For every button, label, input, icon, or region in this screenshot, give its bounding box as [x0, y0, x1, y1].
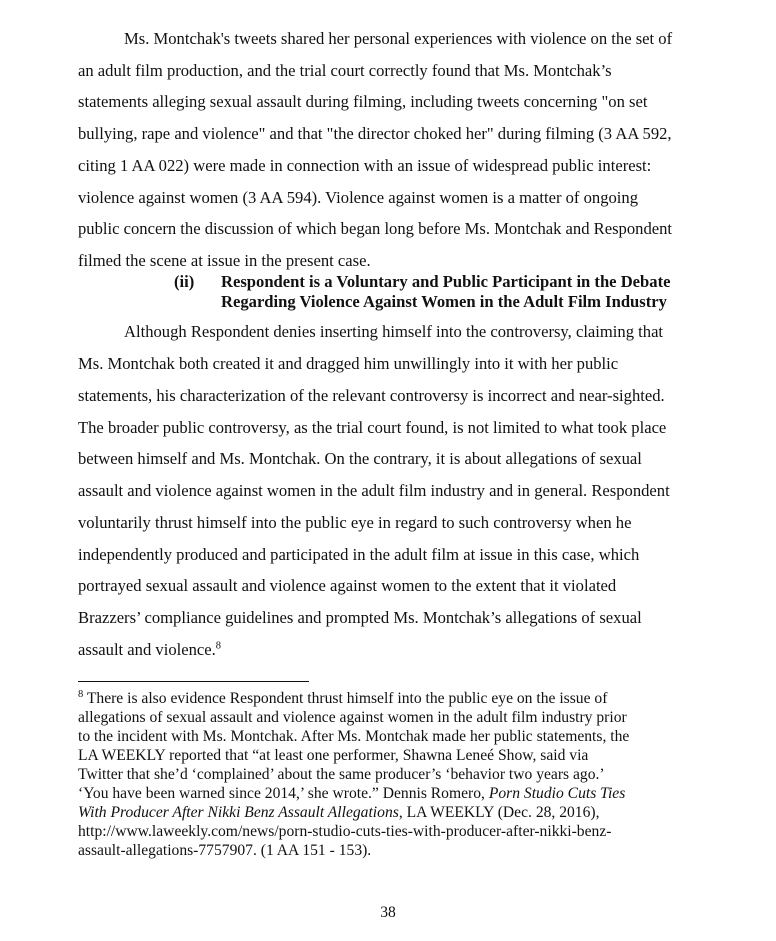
para2-line-7: voluntarily thrust himself into the public eye in regard to such controversy when he [78, 513, 632, 532]
para1-line-6: violence against women (3 AA 594). Violence against women is a matter of ongoing [78, 188, 638, 207]
para2-line-10: Brazzers’ compliance guidelines and prompted Ms. Montchak’s allegations of sexual [78, 608, 642, 627]
para1-line-4: bullying, rape and violence" and that "the director choked her" during filming (3 AA 592, [78, 124, 672, 143]
footnote-line-5: Twitter that she’d ‘complained’ about the same producer’s ‘behavior two years ago.’ [78, 766, 605, 783]
section-heading-line-2: Regarding Violence Against Women in the Adult Film Industry [221, 292, 667, 311]
para1-line-2: an adult film production, and the trial court correctly found that Ms. Montchak’s [78, 61, 612, 80]
footnote-line-2: allegations of sexual assault and violence against women in the adult film industry prior [78, 709, 627, 726]
footnote-line-4: LA WEEKLY reported that “at least one performer, Shawna Leneé Show, said via [78, 747, 589, 764]
footnote-line-1-text: There is also evidence Respondent thrust himself into the public eye on the issue of [83, 690, 608, 707]
footnote-line-7-text: , LA WEEKLY (Dec. 28, 2016), [398, 804, 600, 821]
footnote-separator [78, 681, 309, 682]
footnote-line-1 [78, 690, 607, 708]
para2-line-9: portrayed sexual assault and violence against women to the extent that it violated [78, 576, 617, 595]
para1-line-5: citing 1 AA 022) were made in connection with an issue of widespread public interest: [78, 156, 652, 175]
section-heading-line-1: Respondent is a Voluntary and Public Participant in the Debate [221, 272, 671, 291]
para2-line-11 [78, 640, 221, 660]
para2-line-4: The broader public controversy, as the trial court found, is not limited to what took place [78, 418, 667, 437]
footnote-url-line[interactable]: http://www.laweekly.com/news/porn-studio-cuts-ties-with-producer-after-nikki-benz- [78, 823, 612, 840]
para2-line-2: Ms. Montchak both created it and dragged him unwillingly into it with her public [78, 354, 619, 373]
para2-line-11-text: assault and violence. [78, 640, 216, 659]
article-title-part-1: Porn Studio Cuts Ties [488, 785, 626, 802]
footnote-line-6 [78, 785, 625, 803]
section-heading-number: (ii) [174, 272, 195, 291]
footnote-reference[interactable]: 8 [215, 640, 222, 652]
para2-line-3: statements, his characterization of the relevant controversy is incorrect and near-sighted. [78, 386, 665, 405]
para1-line-7: public concern the discussion of which began long before Ms. Montchak and Respondent [78, 219, 673, 238]
para1-line-1: Ms. Montchak's tweets shared her personal experiences with violence on the set of [124, 29, 673, 48]
para2-line-1: Although Respondent denies inserting himself into the controversy, claiming that [124, 322, 664, 341]
footnote-line-9: assault-allegations-7757907. (1 AA 151 - 153). [78, 842, 372, 859]
article-title-part-2: With Producer After Nikki Benz Assault Allegations [78, 804, 399, 821]
page-number: 38 [380, 904, 396, 921]
para1-line-3: statements alleging sexual assault during filming, including tweets concerning "on set [78, 92, 648, 111]
para2-line-6: assault and violence against women in the adult film industry and in general. Respondent [78, 481, 670, 500]
para1-line-8: filmed the scene at issue in the present case. [78, 251, 371, 270]
footnote-line-6-text: ‘You have been warned since 2014,’ she wrote.” Dennis Romero, [78, 785, 489, 802]
para2-line-8: independently produced and participated in the adult film at issue in this case, which [78, 545, 640, 564]
footnote-line-7 [78, 804, 600, 822]
footnote-marker: 8 [78, 688, 84, 700]
para2-line-5: between himself and Ms. Montchak. On the contrary, it is about allegations of sexual [78, 449, 642, 468]
footnote-line-3: to the incident with Ms. Montchak. After Ms. Montchak made her public statements, the [78, 728, 630, 745]
